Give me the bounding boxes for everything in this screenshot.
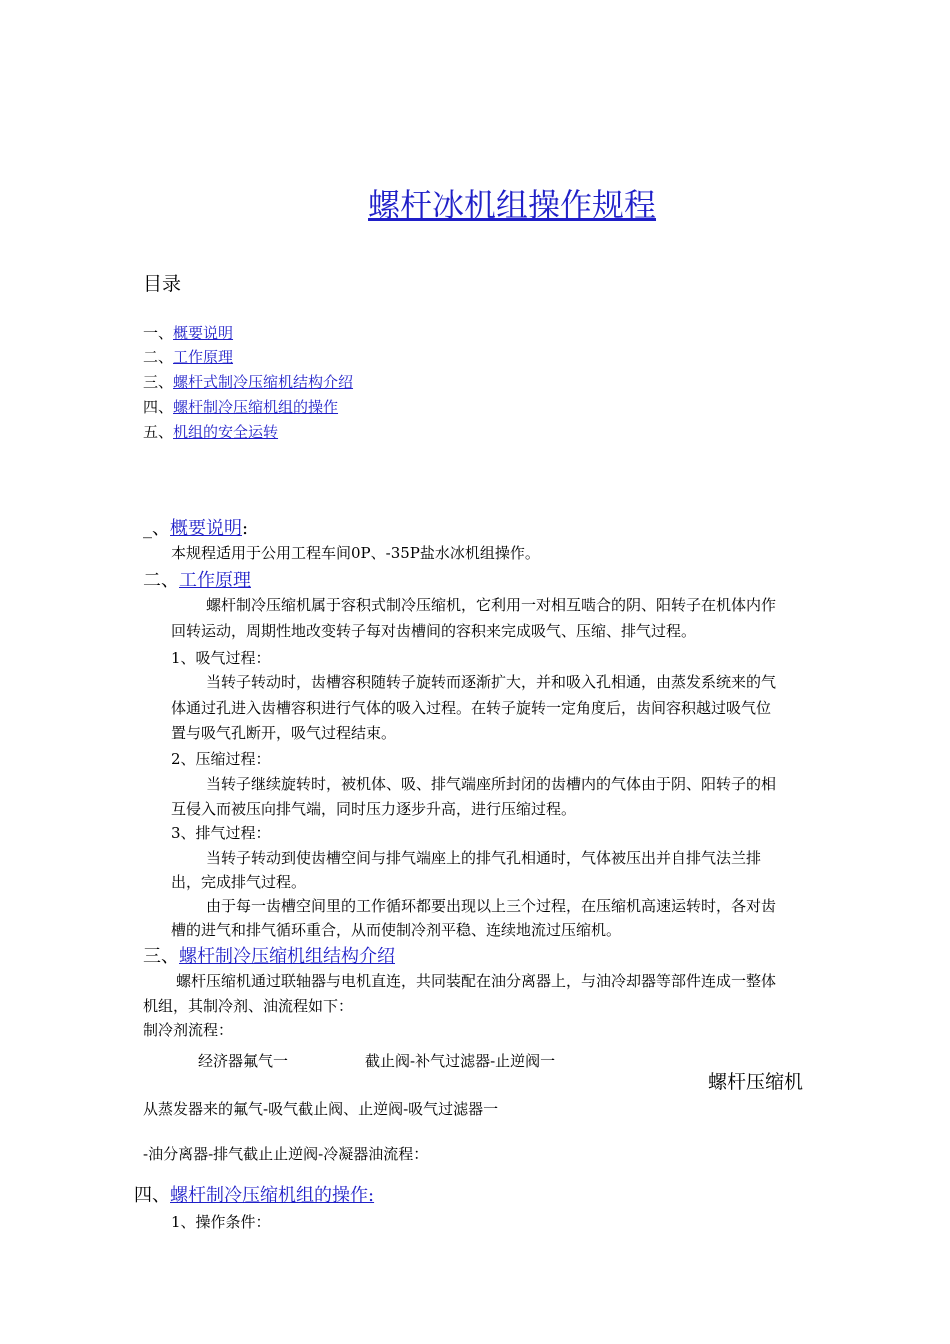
structure-line-1: 螺杆压缩机通过联轴器与电机直连，共同装配在油分离器上，与油冷却器等部件连成一整体 — [176, 972, 777, 990]
toc-item-overview — [143, 322, 233, 343]
principle-intro-line-1: 螺杆制冷压缩机属于容积式制冷压缩机，它利用一对相互啮合的阴、阳转子在机体内作 — [206, 596, 777, 614]
toc-link-principle[interactable]: 工作原理 — [173, 348, 234, 366]
toc-item-structure — [143, 371, 353, 392]
flow-economizer: 经济器氟气一 — [198, 1052, 289, 1070]
intake-line-3: 置与吸气孔断开，吸气过程结束。 — [171, 724, 397, 742]
section-number: 四、 — [134, 1185, 170, 1206]
section-3-link[interactable]: 螺杆制冷压缩机组结构介绍 — [179, 946, 395, 967]
intake-subheading: 1、吸气过程： — [171, 649, 271, 667]
section-number: 二、 — [143, 570, 179, 591]
toc-number: 二、 — [143, 348, 174, 366]
refrigerant-flow-label: 制冷剂流程： — [143, 1021, 234, 1039]
toc-number: 一、 — [143, 324, 174, 342]
section-3-heading — [143, 942, 395, 968]
section-number: 三、 — [143, 946, 179, 967]
heading-colon: : — [242, 518, 249, 539]
flow-supplement-valves: 截止阀-补气过滤器-止逆阀一 — [365, 1052, 556, 1070]
toc-item-operation — [143, 396, 338, 417]
flow-evaporator: 从蒸发器来的氟气-吸气截止阀、止逆阀-吸气过滤器一 — [143, 1100, 499, 1118]
intake-line-1: 当转子转动时，齿槽容积随转子旋转而逐渐扩大，并和吸入孔相通，由蒸发系统来的气 — [206, 673, 777, 691]
section-1-body: 本规程适用于公用工程车间0P、-35P盐水冰机组操作。 — [171, 544, 540, 562]
toc-link-structure[interactable]: 螺杆式制冷压缩机结构介绍 — [173, 373, 354, 391]
intake-line-2: 体通过孔进入齿槽容积进行气体的吸入过程。在转子旋转一定角度后，齿间容积越过吸气位 — [171, 699, 772, 717]
section-number: _、 — [143, 518, 170, 539]
document-title[interactable]: 螺杆冰机组操作规程 — [368, 186, 657, 224]
toc-number: 三、 — [143, 373, 174, 391]
toc-link-operation[interactable]: 螺杆制冷压缩机组的操作 — [173, 398, 339, 416]
section-2-link[interactable]: 工作原理 — [179, 570, 251, 591]
flow-oil-separator: -油分离器-排气截止止逆阀-冷凝器油流程： — [143, 1145, 429, 1163]
exhaust-line-1: 当转子转动到使齿槽空间与排气端座上的排气孔相通时，气体被压出并自排气法兰排 — [206, 849, 762, 867]
section-2-heading — [143, 566, 251, 592]
section-1-heading — [143, 514, 248, 540]
toc-heading: 目录 — [143, 273, 182, 295]
exhaust-line-2: 出，完成排气过程。 — [171, 873, 307, 891]
toc-item-safety — [143, 421, 278, 442]
section-4-link[interactable]: 螺杆制冷压缩机组的操作 — [170, 1185, 368, 1206]
summary-line-2: 槽的进气和排气循环重合，从而使制冷剂平稳、连续地流过压缩机。 — [171, 921, 622, 939]
section-1-link[interactable]: 概要说明 — [170, 518, 242, 539]
toc-link-safety[interactable]: 机组的安全运转 — [173, 423, 279, 441]
toc-link-overview[interactable]: 概要说明 — [173, 324, 234, 342]
summary-line-1: 由于每一齿槽空间里的工作循环都要出现以上三个过程，在压缩机高速运转时，各对齿 — [206, 897, 777, 915]
toc-number: 五、 — [143, 423, 174, 441]
compression-subheading: 2、压缩过程： — [171, 750, 271, 768]
toc-number: 四、 — [143, 398, 174, 416]
principle-intro-line-2: 回转运动，周期性地改变转子每对齿槽间的容积来完成吸气、压缩、排气过程。 — [171, 622, 697, 640]
toc-item-principle — [143, 346, 233, 367]
exhaust-subheading: 3、排气过程： — [171, 824, 271, 842]
heading-colon: : — [368, 1185, 375, 1206]
compression-line-2: 互侵入而被压向排气端，同时压力逐步升高，进行压缩过程。 — [171, 800, 577, 818]
section-4-heading — [134, 1181, 374, 1207]
operation-conditions-subheading: 1、操作条件： — [171, 1213, 271, 1231]
compression-line-1: 当转子继续旋转时，被机体、吸、排气端座所封闭的齿槽内的气体由于阴、阳转子的相 — [206, 775, 777, 793]
structure-line-2: 机组，其制冷剂、油流程如下： — [143, 997, 354, 1015]
flow-screw-compressor: 螺杆压缩机 — [708, 1071, 804, 1093]
